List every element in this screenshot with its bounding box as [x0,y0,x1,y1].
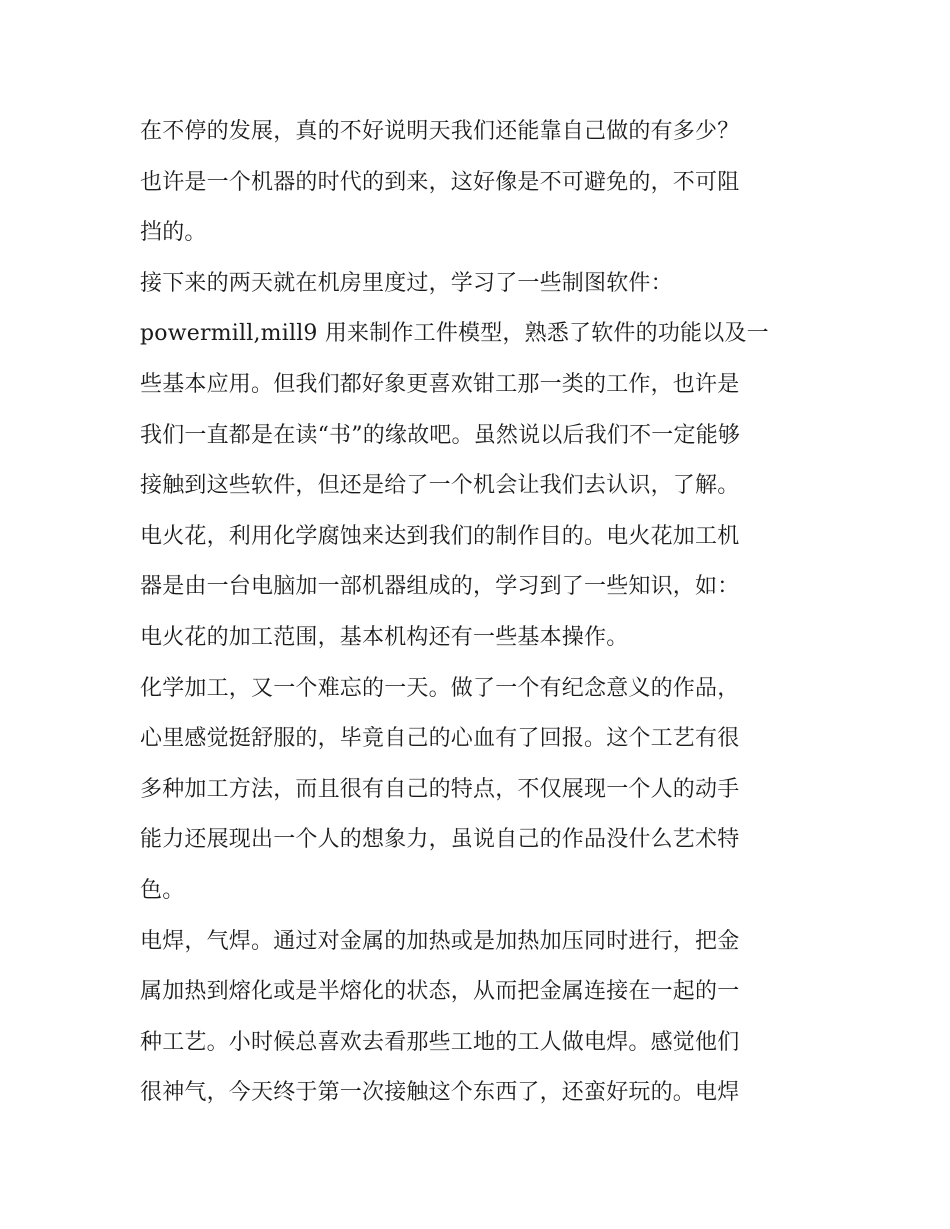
text-line: 接下来的两天就在机房里度过，学习了一些制图软件： [140,270,673,296]
text-line: 器是由一台电脑加一部机器组成的，学习到了一些知识，如： [140,574,740,600]
text-line: 很神气，今天终于第一次接触这个东西了，还蛮好玩的。电焊 [140,1080,740,1106]
paragraph-3 [140,664,812,917]
paragraph-4 [140,917,812,1119]
text-line: 种工艺。小时候总喜欢去看那些工地的工人做电焊。感觉他们 [140,1029,740,1055]
text-line: 心里感觉挺舒服的，毕竟自己的心血有了回报。这个工艺有很 [140,726,740,752]
text-line: 接触到这些软件，但还是给了一个机会让我们去认识，了解。 [140,473,740,499]
text-line: 多种加工方法，而且很有自己的特点，不仅展现一个人的动手 [140,776,740,802]
text-line: 属加热到熔化或是半熔化的状态，从而把金属连接在一起的一 [140,979,740,1005]
paragraph-2 [140,259,812,664]
text-line: 些基本应用。但我们都好象更喜欢钳工那一类的工作，也许是 [140,371,740,397]
text-line: 在不停的发展，真的不好说明天我们还能靠自己做的有多少？ [140,119,740,144]
text-line: 电火花，利用化学腐蚀来达到我们的制作目的。电火花加工机 [140,523,740,549]
text-line: powermill,mill9 用来制作工件模型，熟悉了软件的功能以及一 [140,321,769,347]
text-line: 能力还展现出一个人的想象力，虽说自己的作品没什么艺术特 [140,827,740,853]
text-line: 化学加工，又一个难忘的一天。做了一个有纪念意义的作品， [140,675,740,701]
text-line: 我们一直都是在读“书”的缘故吧。虽然说以后我们不一定能够 [140,422,741,448]
text-line: 色。 [140,877,185,903]
paragraph-1 [140,107,812,259]
text-line: 电焊，气焊。通过对金属的加热或是加热加压同时进行，把金 [140,928,740,954]
text-line: 电火花的加工范围，基本机构还有一些基本操作。 [140,624,629,650]
text-line: 也许是一个机器的时代的到来，这好像是不可避免的，不可阻 [140,169,740,195]
document-body [140,107,812,1119]
text-line: 挡的。 [140,220,207,246]
